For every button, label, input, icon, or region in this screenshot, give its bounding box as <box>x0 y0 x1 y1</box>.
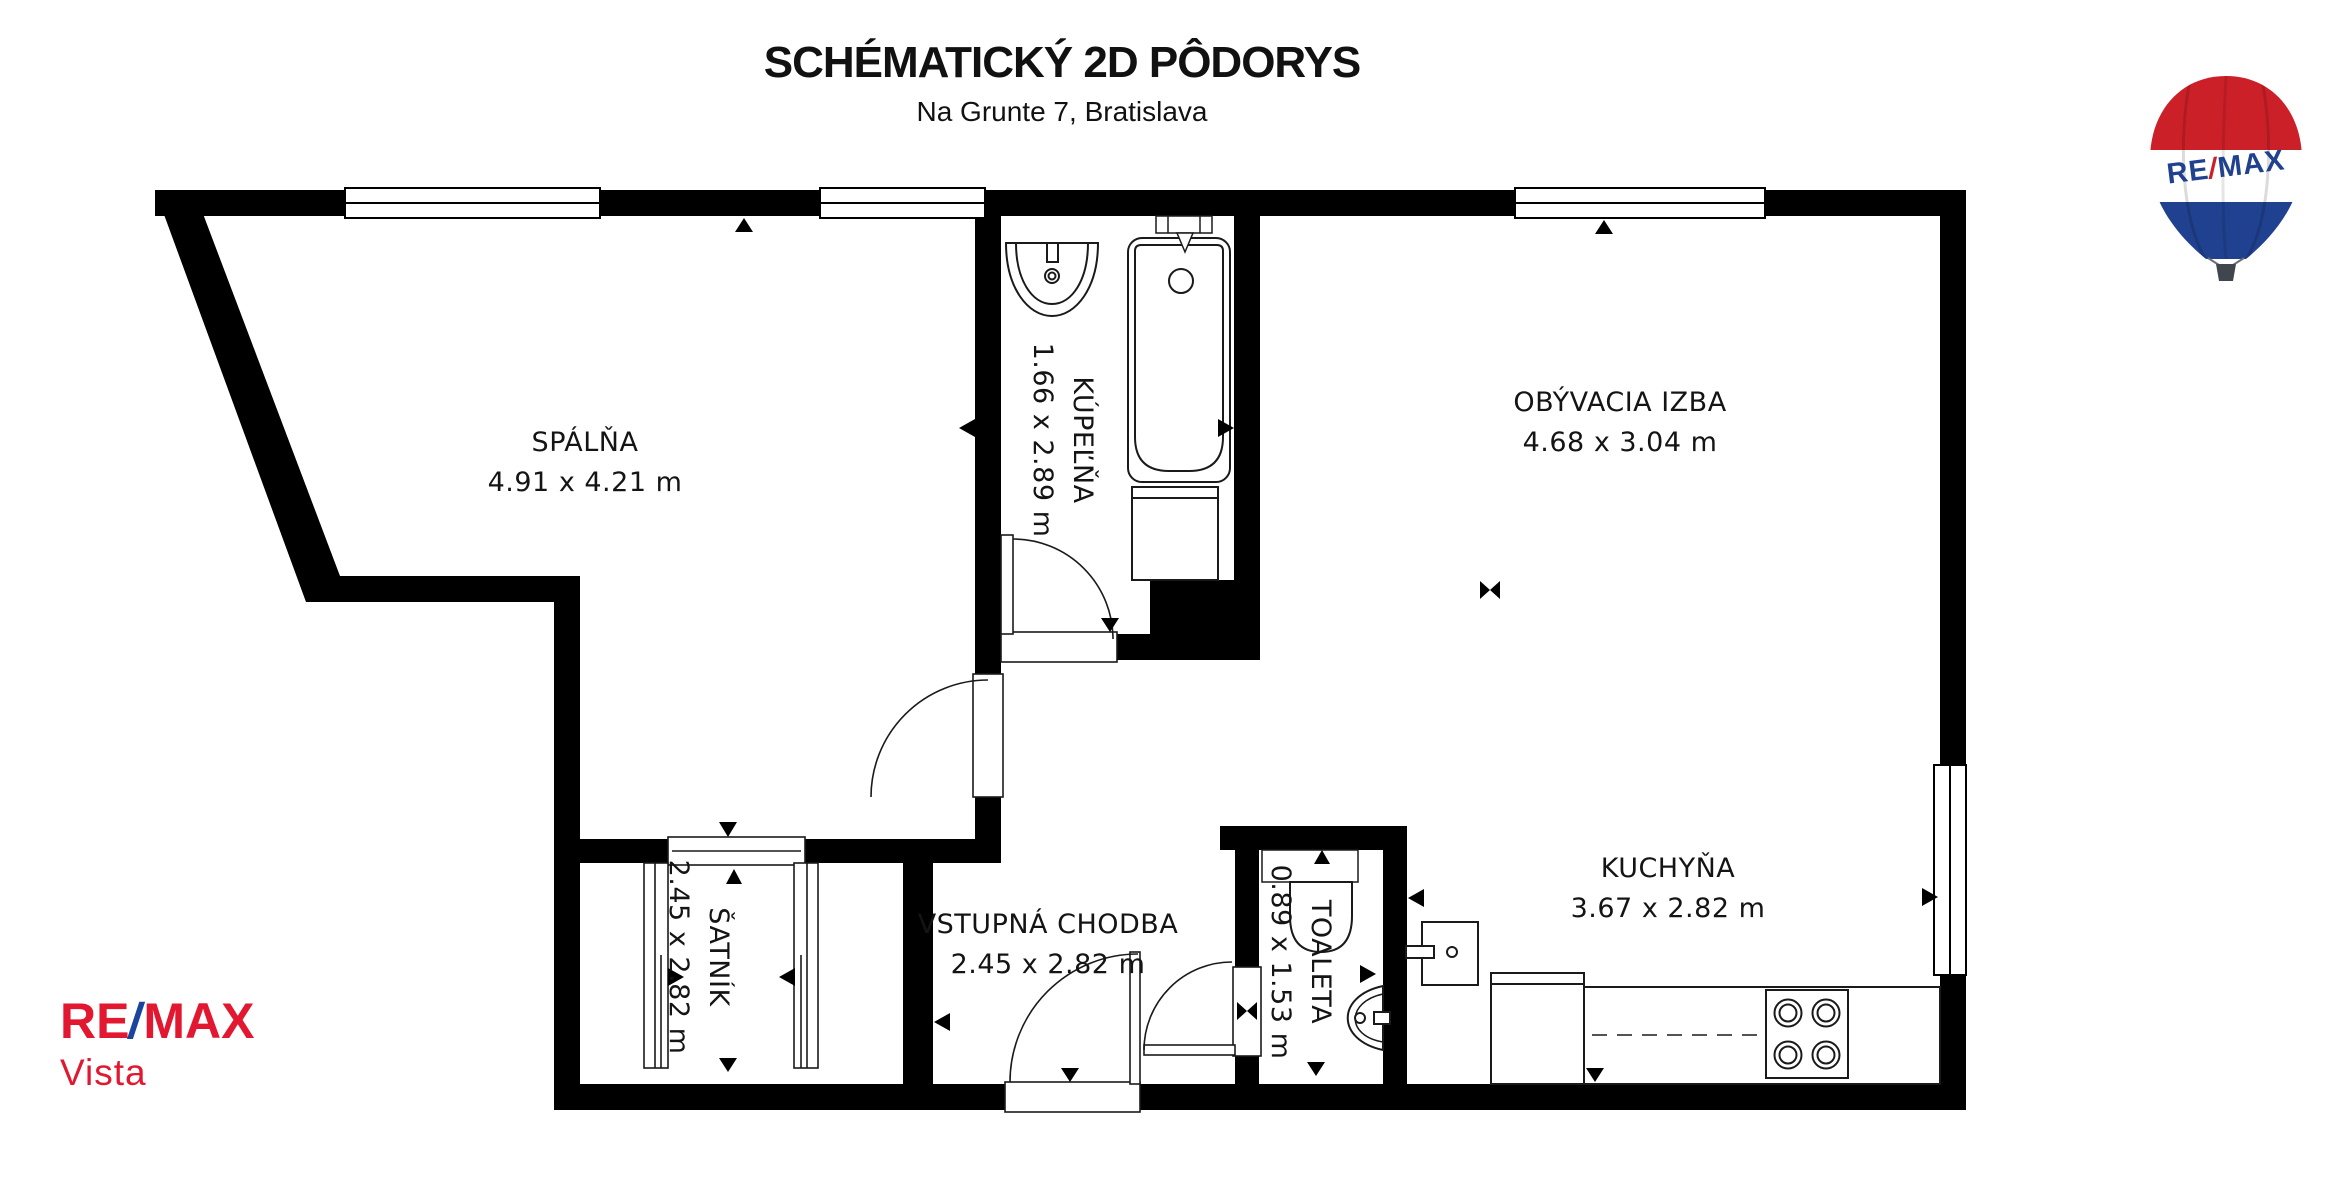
room-name: OBÝVACIA IZBA <box>1513 387 1727 418</box>
room-name: SPÁLŇA <box>531 427 639 458</box>
vista-re: RE <box>60 993 130 1049</box>
toilet-sink <box>1348 986 1390 1050</box>
room-label-kuchyna <box>1571 849 1766 929</box>
room-dims: 0.89 x 1.53 m <box>1265 864 1296 1060</box>
vista-office-name: Vista <box>60 1052 147 1093</box>
remax-vista-logo <box>60 993 255 1093</box>
balloon-max: MAX <box>2216 144 2287 185</box>
kitchen-cabinet <box>1491 973 1584 1084</box>
room-name: TOALETA <box>1305 899 1336 1025</box>
room-label-toaleta <box>1260 865 1340 1060</box>
page-subtitle: Na Grunte 7, Bratislava <box>916 96 1208 127</box>
vista-wordmark <box>60 993 255 1049</box>
room-name: ŠATNÍK <box>703 907 734 1007</box>
bathroom-sink <box>1006 243 1098 316</box>
room-dims: 2.45 x 2.82 m <box>663 859 694 1055</box>
room-dims: 2.45 x 2.82 m <box>950 949 1146 980</box>
room-dims: 4.68 x 3.04 m <box>1522 427 1718 458</box>
bathroom-door <box>1001 535 1117 662</box>
vista-max: MAX <box>143 993 255 1049</box>
bedroom-door <box>871 674 1003 797</box>
washing-machine <box>1132 487 1218 580</box>
room-dims: 1.66 x 2.89 m <box>1027 342 1058 538</box>
bathtub <box>1128 238 1230 482</box>
stove <box>1766 990 1848 1078</box>
room-label-satnik <box>658 860 738 1055</box>
room-label-kupelna <box>1022 343 1102 538</box>
room-dims: 3.67 x 2.82 m <box>1570 893 1766 924</box>
kitchen-counter <box>1584 987 1940 1084</box>
vista-slash: / <box>125 993 148 1049</box>
window-living-room <box>1515 188 1765 218</box>
window-right-wall <box>1934 765 1966 975</box>
room-name: KÚPEĽŇA <box>1067 376 1098 504</box>
room-name: VSTUPNÁ CHODBA <box>917 909 1179 940</box>
room-label-vstupna-chodba <box>918 905 1179 985</box>
window-bedroom-left <box>345 188 600 218</box>
window-bedroom-right <box>820 188 985 218</box>
kitchen-sink <box>1406 922 1478 985</box>
room-name: KUCHYŇA <box>1600 853 1736 884</box>
balloon-slash: / <box>2208 152 2219 186</box>
room-label-obyvacia-izba <box>1513 383 1726 463</box>
balloon-re: RE <box>2165 153 2211 191</box>
page-title: SCHÉMATICKÝ 2D PÔDORYS <box>763 38 1361 87</box>
room-label-spalna <box>488 423 683 503</box>
kitchen-fixtures <box>1406 922 1940 1084</box>
room-dims: 4.91 x 4.21 m <box>487 467 683 498</box>
